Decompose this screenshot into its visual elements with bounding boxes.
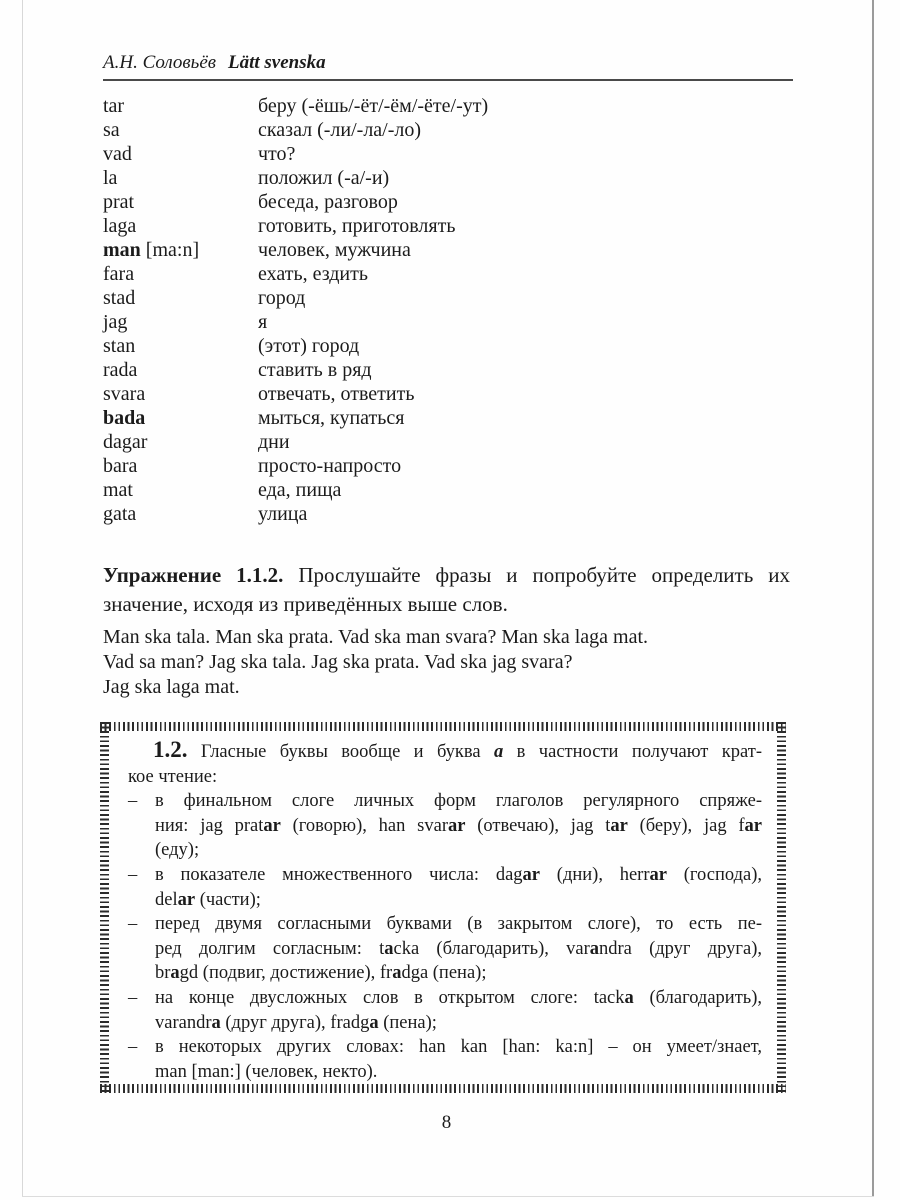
rule-box-line: кое чтение: <box>128 766 218 787</box>
vocab-definition: я <box>258 311 268 333</box>
vocab-word: vad <box>103 143 132 165</box>
vocab-definition: мыться, купаться <box>258 407 405 429</box>
vocab-row <box>103 142 790 166</box>
exercise-heading-line: Упражнение 1.1.2. Прослушайте фразы и попробуйте определить их <box>103 563 791 587</box>
vocab-row <box>103 238 790 262</box>
rule-box-line: – в некоторых других словах: han kan [han: ka:n] – он умеет/знает, <box>128 1037 762 1058</box>
rule-box-line: delar (части); <box>155 889 261 910</box>
vocab-word: rada <box>103 359 138 381</box>
vocab-row <box>103 166 790 190</box>
vocab-row <box>103 430 790 454</box>
vocab-definition: дни <box>258 431 290 453</box>
vocabulary-list <box>103 94 790 526</box>
rule-box-line: – на конце двусложных слов в открытом слоге: tacka (благодарить), <box>128 987 763 1008</box>
vocab-word: prat <box>103 191 135 213</box>
vocab-definition: человек, мужчина <box>258 239 411 261</box>
book-title: Lätt svenska <box>228 52 326 73</box>
rule-box-line: – в финальном слоге личных форм глаголов регулярного спряже- <box>128 791 762 812</box>
vocab-word: fara <box>103 263 135 285</box>
rule-box-line: ния: jag pratar (говорю), han svarar (отвечаю), jag tar (беру), jag far <box>155 815 762 836</box>
vocab-row <box>103 454 790 478</box>
rule-box-line: (еду); <box>155 840 200 861</box>
vocab-row <box>103 262 790 286</box>
vocab-definition: отвечать, ответить <box>258 383 415 405</box>
vocab-row <box>103 358 790 382</box>
vocab-word: svara <box>103 383 146 405</box>
exercise-heading-line: значение, исходя из приведённых выше слов. <box>103 591 508 616</box>
vocab-row <box>103 118 790 142</box>
vocab-row <box>103 502 790 526</box>
vocab-word: bara <box>103 455 138 477</box>
vocab-row <box>103 190 790 214</box>
vocab-row <box>103 310 790 334</box>
rule-box-line: bragd (подвиг, достижение), fradga (пена); <box>155 963 487 984</box>
rule-box-line: ред долгим согласным: tacka (благодарить), varandra (друг друга), <box>155 938 763 959</box>
phrase-line: Man ska tala. Man ska prata. Vad ska man svara? Man ska laga mat. <box>103 626 649 648</box>
vocab-definition: (этот) город <box>258 335 360 357</box>
vocab-definition: беру (-ёшь/-ёт/-ём/-ёте/-ут) <box>258 95 489 117</box>
vocab-word: man [ma:n] <box>103 239 200 261</box>
vocab-row <box>103 334 790 358</box>
vocab-definition: что? <box>258 143 296 165</box>
page-edge-left <box>22 0 23 1197</box>
vocab-definition: готовить, приготовлять <box>258 215 456 237</box>
vocab-definition: улица <box>258 503 308 525</box>
vocab-definition: беседа, разговор <box>258 191 398 213</box>
rule-box-line: – в показателе множественного числа: dagar (дни), herrar (господа), <box>128 864 762 885</box>
exercise-heading <box>103 561 790 618</box>
vocab-row <box>103 406 790 430</box>
rule-box-line: man [man:] (человек, некто). <box>155 1061 378 1082</box>
vocab-row <box>103 382 790 406</box>
rule-box <box>100 722 786 1093</box>
vocab-word: dagar <box>103 431 148 453</box>
phrase-line: Jag ska laga mat. <box>103 676 240 698</box>
vocab-word: stad <box>103 287 136 309</box>
vocab-definition: просто-напросто <box>258 455 402 477</box>
page-edge-right <box>872 0 874 1197</box>
vocab-word: stan <box>103 335 136 357</box>
vocab-word: jag <box>103 311 128 333</box>
header-rule <box>103 79 793 81</box>
vocab-definition: еда, пища <box>258 479 342 501</box>
phrase-line: Vad sa man? Jag ska tala. Jag ska prata. Vad ska jag svara? <box>103 651 573 673</box>
vocab-word: tar <box>103 95 125 117</box>
vocab-word: mat <box>103 479 133 501</box>
page-number: 8 <box>441 1112 452 1133</box>
vocab-word: la <box>103 167 118 189</box>
vocab-row <box>103 478 790 502</box>
vocab-word: sa <box>103 119 120 141</box>
vocab-definition: положил (-а/-и) <box>258 167 390 189</box>
vocab-definition: ехать, ездить <box>258 263 368 285</box>
page-edge-bottom <box>22 1196 874 1197</box>
vocab-word: gata <box>103 503 137 525</box>
vocab-row <box>103 286 790 310</box>
vocab-row <box>103 94 790 118</box>
vocab-word: laga <box>103 215 137 237</box>
exercise-phrases <box>103 625 790 700</box>
rule-box-line: varandra (друг друга), fradga (пена); <box>155 1012 437 1033</box>
rule-box-line: 1.2. Гласные буквы вообще и буква a в частности получают крат- <box>153 737 763 762</box>
running-header <box>103 52 793 74</box>
vocab-definition: ставить в ряд <box>258 359 372 381</box>
vocab-definition: сказал (-ли/-ла/-ло) <box>258 119 422 141</box>
vocab-word: bada <box>103 407 146 429</box>
vocab-row <box>103 214 790 238</box>
author-name: А.Н. Соловьёв <box>103 52 216 73</box>
rule-box-line: – перед двумя согласными буквами (в закрытом слоге), то есть пе- <box>128 914 762 935</box>
vocab-definition: город <box>258 287 306 309</box>
